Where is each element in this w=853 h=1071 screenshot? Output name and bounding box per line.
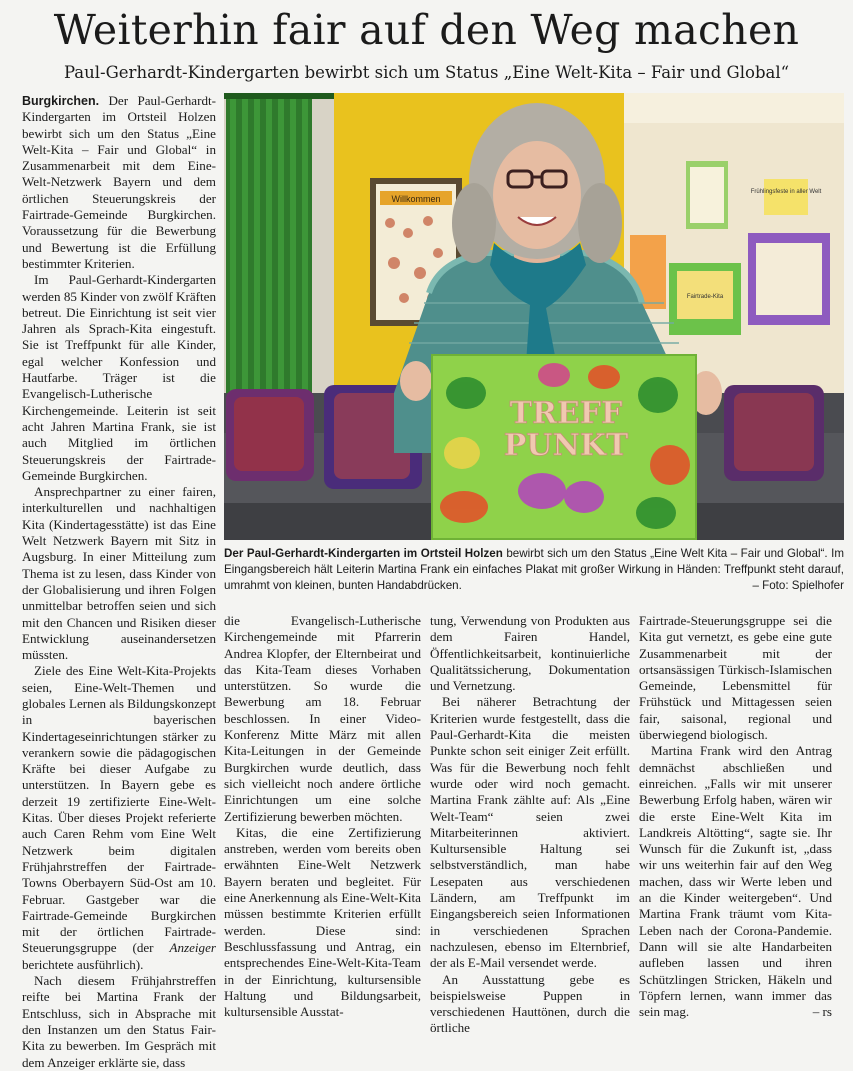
paragraph: Im Paul-Gerhardt-Kindergarten werden 85 Kinder von zwölf Kräften betreut. Die Einrichtung ist seit vier Jahren als Sprach-Kita eingestuft. Sie ist Treffpunkt für alle Kinder, egal welcher Konfession und Hautfarbe. Träger ist die Evangelisch-Lutherische Kirchengemeinde. Leiterin ist seit acht Jahren Martina Frank, sie ist auch Mitglied im örtlichen Steuerungskreis der Fairtrade-Gemeinde Burgkirchen. bbox=[22, 272, 216, 483]
subheadline: Paul-Gerhardt-Kindergarten bewirbt sich um Status „Eine Welt-Kita – Fair und Global“ bbox=[63, 63, 790, 82]
headline: Weiterhin fair auf den Weg machen bbox=[53, 6, 800, 54]
caption-text: bewirbt sich um den Status „Eine Welt Kita – Fair und Global“. Im Eingangsbereich hält Leiterin Martina Frank ein einfaches Plakat mit großer Wirkung in Händen: Treffpunkt steht darauf, umrahmt von kleinen, bunten Handabdrücken. bbox=[224, 547, 845, 592]
paragraph: Bei näherer Betrachtung der Kriterien wurde festgestellt, dass die Paul-Gerhardt-Kita die meisten Punkte schon seit einiger Zeit erfüllt. Was für die Bewerbung noch fehlt wurde oder wird noch gemacht. Martina Frank zählte auf: Als „Eine Welt-Team“ seien zwei Mitarbeiterinnen aktiviert. Kultursensible Haltung sei selbstverständlich, man habe Lesepaten aus verschiedenen Ländern, am Treffpunkt im Eingangsbereich seien Informationen in verschiedenen Sprachen nachzulesen, ebenso im Elternbrief, der als E-Mail versendet werde. bbox=[430, 694, 630, 971]
dateline: Burgkirchen. bbox=[22, 94, 100, 108]
wall-poster-title: Willkommen bbox=[391, 194, 441, 204]
paragraph: Kitas, die eine Zertifizierung anstreben, werden vom bereits oben erwähnten Eine-Welt Netzwerk Bayern beraten und begleitet. Für eine Anerkennung als Eine-Welt-Kita müssen bestimmte Kriterien erfüllt werden. Diese sind: Beschlussfassung und Antrag, ein entsprechendes Eine-Welt-Kita-Team in der Einrichtung, kultursensible Haltung und Bildungsarbeit, kultursensible Ausstat- bbox=[224, 824, 421, 1020]
paragraph-text: berichtete ausführlich). bbox=[22, 956, 144, 972]
paragraph bbox=[22, 93, 216, 272]
paragraph: Ansprechpartner zu einer fairen, interkulturellen und nachhaltigen Kita (Kindertagesstätte) ist das Eine Welt Netzwerk Bayern mit Sitz in Augsburg. In einer Mitteilung zum Thema ist zu lesen, dass Kinder von der Globalisierung und ihren Folgen unmittelbar betroffen seien und sich mit den Chancen und Risiken dieser Entwicklung auseinandersetzen müssten. bbox=[22, 484, 216, 663]
paragraph bbox=[22, 663, 216, 973]
paragraph-text: Der Paul-Gerhardt-Kindergarten im Ortsteil Holzen bewirbt sich um den Status „Eine Welt-Kita – Fair und Global“ in Zusammenarbeit mit dem Eine-Welt-Netzwerk Bayern und dem örtlichen Steuerungskreis der Fairtrade-Gemeinde Burgkirchen. Voraussetzung für die Bewerbung und Bewertung ist die Erfüllung bestimmter Kriterien. bbox=[22, 93, 216, 271]
paragraph: tung, Verwendung von Produkten aus dem Fairen Handel, Öffentlichkeitsarbeit, kontinuierliche Qualitätssicherung, Dokumentation und Vernetzung. bbox=[430, 613, 630, 694]
paragraph bbox=[639, 743, 832, 1020]
caption-lead: Der Paul-Gerhardt-Kindergarten im Ortsteil Holzen bbox=[224, 547, 503, 560]
notice-a: Frühlingsfeste in aller Welt bbox=[750, 189, 822, 195]
treffpunkt-poster bbox=[432, 355, 696, 539]
paragraph: An Ausstattung gebe es beispielsweise Puppen in verschiedenen Hauttönen, durch die örtliche bbox=[430, 971, 630, 1036]
article-column-4 bbox=[639, 613, 832, 1020]
paragraph-text: Martina Frank wird den Antrag demnächst abschließen und einreichen. „Falls wir mit unserer Bewerbung Erfolg haben, wären wir die erste Eine-Welt Kita im Landkreis Altötting“, sagte sie. Ihr Wunsch für die Zukunft ist, „dass wir uns weiterhin fair auf den Weg machen, dass wir Werte leben und an die Kinder weitergeben“. Und Martina Frank träumt vom Kita-Leben nach der Corona-Pandemie. Dann will sie alte Handarbeiten aufleben lassen und ihren Schützlingen Stricken, Häkeln und Töpfern lernen, wann immer das sein mag. bbox=[639, 743, 832, 1020]
photo-caption bbox=[224, 546, 844, 593]
article-column-1 bbox=[22, 93, 216, 1071]
article-column-3 bbox=[430, 613, 630, 1037]
paragraph: die Evangelisch-Lutherische Kirchengemeinde mit Pfarrerin Andrea Klopfer, der Elternbeirat und das Kita-Team dieses Vorhaben unterstützen. So wurde die Bewerbung am 18. Februar beschlossen. In einer Video-Konferenz Mitte März mit allen Kita-Leitungen in der Gemeinde Burgkirchen wurde deutlich, dass sich vielleicht noch andere örtliche Einrichtungen um eine solche Zertifizierung bewerben möchten. bbox=[224, 613, 421, 824]
paragraph: Fairtrade-Steuerungsgruppe sei die Kita gut vernetzt, es gebe eine gute Zusammenarbeit mit der ortsansässigen Türkisch-Islamischen Gemeinde, Lebensmittel für Frühstück und Mittagessen seien fair, saisonal, regional und überwiegend biologisch. bbox=[639, 613, 832, 743]
poster-text-line2: PUNKT bbox=[503, 428, 629, 463]
notice-b: Fairtrade-Kita bbox=[686, 294, 724, 300]
paragraph-text: Ziele des Eine Welt-Kita-Projekts seien, Eine-Welt-Themen und globales Lernen als Bildungskonzept in bayerischen Kindertageseinrichtungen stärker zu verankern sowie die pädagogischen Kräfte bei dieser Aufgabe zu unterstützen. In Bayern gebe es derzeit 19 zertifizierte Eine-Welt-Kitas. Über dieses Projekt referierte auch Caren Rehm vom Eine Welt Netzwerk beim digitalen Frühjahrstreffen der Fairtrade-Towns Oberbayern Süd-Ost am 10. Februar. Gastgeber war die Fairtrade-Gemeinde Burgkirchen mit der örtlichen Fairtrade-Steuerungsgruppe (der bbox=[22, 663, 216, 956]
poster-text-line1: TREFF bbox=[509, 396, 623, 431]
photo bbox=[224, 93, 844, 540]
article-column-2 bbox=[224, 613, 421, 1020]
newspaper-name: Anzeiger bbox=[169, 940, 216, 956]
photo-credit: – Foto: Spielhofer bbox=[752, 578, 844, 592]
paragraph: Nach diesem Frühjahrstreffen reifte bei Martina Frank der Entschluss, sich in Absprache mit den Instanzen um den Status Fair-Kita zu bewerben. Im Gespräch mit dem Anzeiger erklärte sie, dass bbox=[22, 973, 216, 1070]
author-initials: – rs bbox=[812, 1004, 832, 1020]
